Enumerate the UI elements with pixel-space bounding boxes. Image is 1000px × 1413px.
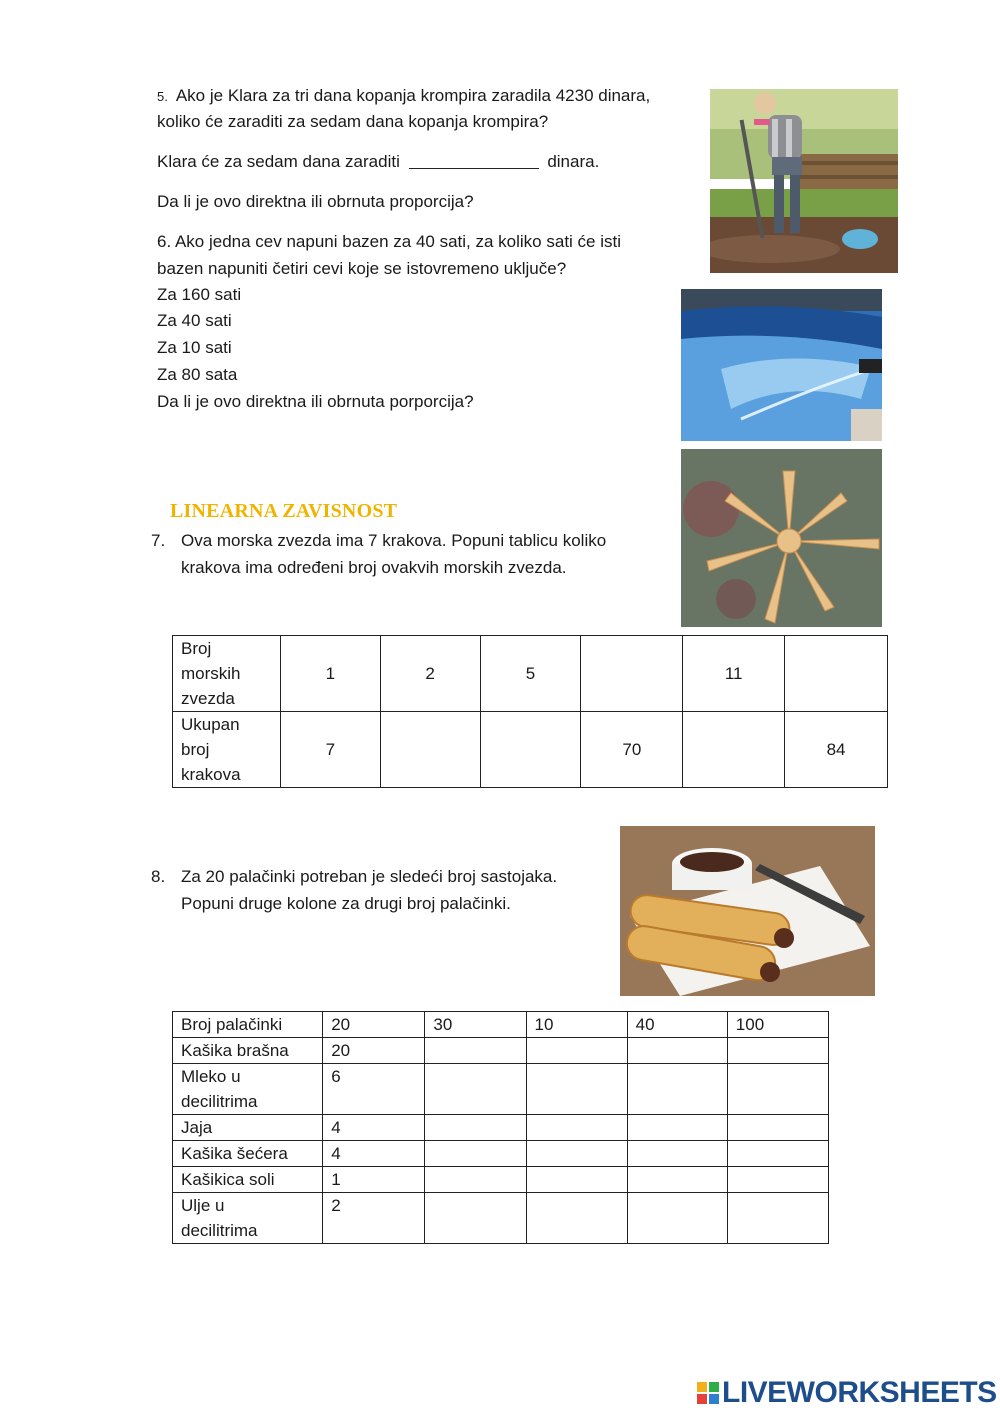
pancake-header-cell: 40 — [627, 1012, 727, 1038]
pancake-row-sugar — [173, 1141, 829, 1167]
starfish-cell-input[interactable] — [380, 712, 480, 788]
pancake-cell: 1 — [323, 1167, 425, 1193]
pancake-cell: 2 — [323, 1193, 425, 1244]
pancake-row-milk — [173, 1064, 829, 1115]
pancake-cell-input[interactable] — [627, 1115, 727, 1141]
starfish-row2-header-part: krakova — [181, 765, 241, 784]
pancake-row-label: Kašikica soli — [173, 1167, 323, 1193]
logo-block — [697, 1382, 707, 1392]
section-heading: LINEARNA ZAVISNOST — [170, 500, 398, 522]
q7-number: 7. — [151, 531, 166, 550]
q5-line1 — [157, 83, 650, 110]
starfish-cell-input[interactable] — [683, 712, 785, 788]
q5-question2: Da li je ovo direktna ili obrnuta proporcija? — [157, 192, 474, 211]
pancake-cell-input[interactable] — [425, 1038, 526, 1064]
q6-option-1[interactable]: Za 160 sati — [157, 285, 242, 304]
q7-line2: krakova ima određeni broj ovakvih morskih zvezda. — [181, 558, 567, 577]
q5-number: 5. — [157, 89, 168, 104]
starfish-table — [172, 635, 888, 788]
pancake-row-label-part: decilitrima — [181, 1221, 258, 1240]
q8-line1: Za 20 palačinki potreban je sledeći broj sastojaka. — [181, 867, 558, 886]
starfish-cell: 84 — [785, 712, 888, 788]
q5-line1-text: Ako je Klara za tri dana kopanja krompira zaradila 4230 dinara, — [175, 86, 651, 105]
pancake-cell: 20 — [323, 1038, 425, 1064]
pancake-cell-input[interactable] — [526, 1115, 627, 1141]
pancake-row-label: Kašika brašna — [173, 1038, 323, 1064]
photo-woman-digging — [710, 89, 898, 273]
pancake-cell-input[interactable] — [627, 1141, 727, 1167]
starfish-cell-input[interactable] — [581, 636, 683, 712]
pancake-cell: 4 — [323, 1115, 425, 1141]
pancake-cell-input[interactable] — [627, 1064, 727, 1115]
pancake-row-label-part: Ulje u — [181, 1196, 225, 1215]
q6-question2: Da li je ovo direktna ili obrnuta porporcija? — [157, 392, 474, 411]
pancake-cell-input[interactable] — [627, 1193, 727, 1244]
q5-answer-line — [157, 149, 599, 175]
starfish-cell: 5 — [480, 636, 581, 712]
starfish-row1-header-part: zvezda — [181, 689, 235, 708]
pancake-cell-input[interactable] — [727, 1167, 828, 1193]
pancake-row-label-part: decilitrima — [181, 1092, 258, 1111]
pancake-cell-input[interactable] — [727, 1064, 828, 1115]
photo-starfish — [681, 449, 882, 627]
pancake-cell-input[interactable] — [425, 1141, 526, 1167]
q5-answer-suffix: dinara. — [547, 152, 600, 171]
q6-option-4[interactable]: Za 80 sata — [157, 365, 238, 384]
pancake-cell-input[interactable] — [727, 1038, 828, 1064]
starfish-row1-header — [173, 636, 281, 712]
logo-block — [709, 1382, 719, 1392]
pancake-cell-input[interactable] — [425, 1064, 526, 1115]
logo-block — [709, 1394, 719, 1404]
pancake-cell-input[interactable] — [425, 1193, 526, 1244]
pancake-cell: 4 — [323, 1141, 425, 1167]
pancake-header-row — [173, 1012, 829, 1038]
q5-answer-blank[interactable] — [409, 152, 539, 169]
starfish-row1-header-part: morskih — [181, 664, 241, 683]
q6-option-3[interactable]: Za 10 sati — [157, 338, 232, 357]
pancake-cell-input[interactable] — [526, 1193, 627, 1244]
starfish-row1-header-part: Broj — [181, 639, 212, 658]
pancake-cell: 6 — [323, 1064, 425, 1115]
pancake-cell-input[interactable] — [526, 1038, 627, 1064]
pancake-cell-input[interactable] — [727, 1193, 828, 1244]
photo-pancakes — [620, 826, 875, 996]
pancake-cell-input[interactable] — [526, 1167, 627, 1193]
pancake-cell-input[interactable] — [727, 1141, 828, 1167]
starfish-cell-input[interactable] — [785, 636, 888, 712]
pancake-row-label-part: Mleko u — [181, 1067, 241, 1086]
pancake-header-cell: 20 — [323, 1012, 425, 1038]
starfish-table-row-count — [173, 636, 888, 712]
pancake-cell-input[interactable] — [425, 1167, 526, 1193]
pancake-row-oil — [173, 1193, 829, 1244]
pancake-row-flour — [173, 1038, 829, 1064]
pancake-row-label: Kašika šećera — [173, 1141, 323, 1167]
pancake-table — [172, 1011, 829, 1244]
pancake-cell-input[interactable] — [526, 1064, 627, 1115]
logo-block — [697, 1394, 707, 1404]
pancake-row-label: Jaja — [173, 1115, 323, 1141]
q6-line2: bazen napuniti četiri cevi koje se istovremeno uključe? — [157, 259, 567, 278]
q8-number: 8. — [151, 867, 166, 886]
liveworksheets-logo — [697, 1375, 997, 1411]
pancake-cell-input[interactable] — [627, 1167, 727, 1193]
pancake-cell-input[interactable] — [727, 1115, 828, 1141]
q7-line1: Ova morska zvezda ima 7 krakova. Popuni tablicu koliko — [181, 531, 607, 550]
pancake-header-cell: 10 — [526, 1012, 627, 1038]
q6-option-2[interactable]: Za 40 sati — [157, 311, 232, 330]
pancake-header-cell: 100 — [727, 1012, 828, 1038]
pancake-row-eggs — [173, 1115, 829, 1141]
starfish-cell: 1 — [280, 636, 380, 712]
pancake-header-cell: Broj palačinki — [173, 1012, 323, 1038]
starfish-cell: 2 — [380, 636, 480, 712]
pancake-row-salt — [173, 1167, 829, 1193]
q5-answer-prefix: Klara će za sedam dana zaraditi — [157, 152, 400, 171]
starfish-row2-header — [173, 712, 281, 788]
starfish-row2-header-part: Ukupan — [181, 715, 240, 734]
starfish-table-row-arms — [173, 712, 888, 788]
starfish-row2-header-part: broj — [181, 740, 210, 759]
pancake-cell-input[interactable] — [425, 1115, 526, 1141]
pancake-row-label — [173, 1064, 323, 1115]
logo-text: LIVEWORKSHEETS — [722, 1376, 997, 1409]
q8-line2: Popuni druge kolone za drugi broj palačinki. — [181, 894, 511, 913]
pancake-cell-input[interactable] — [526, 1141, 627, 1167]
starfish-cell: 7 — [280, 712, 380, 788]
pancake-header-cell: 30 — [425, 1012, 526, 1038]
photo-pool — [681, 289, 882, 441]
q5-line2: koliko će zaraditi za sedam dana kopanja krompira? — [157, 112, 549, 131]
starfish-cell: 11 — [683, 636, 785, 712]
starfish-cell: 70 — [581, 712, 683, 788]
q6-line1: 6. Ako jedna cev napuni bazen za 40 sati, za koliko sati će isti — [157, 232, 621, 251]
starfish-cell-input[interactable] — [480, 712, 581, 788]
pancake-row-label — [173, 1193, 323, 1244]
logo-blocks-icon — [697, 1382, 719, 1404]
pancake-cell-input[interactable] — [627, 1038, 727, 1064]
